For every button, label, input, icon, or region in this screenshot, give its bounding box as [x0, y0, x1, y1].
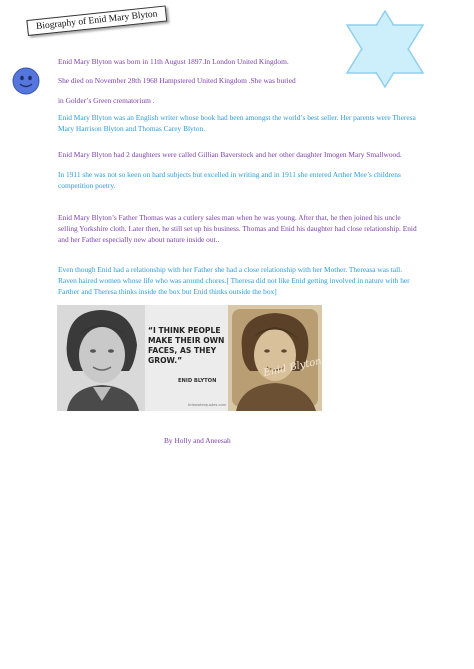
burial-paragraph: in Golder’s Green crematorium .: [58, 96, 155, 105]
image-watermark: tidewaterquotes.com: [188, 403, 227, 407]
school-paragraph: In 1911 she was not so keen on hard subjects but excelled in writing and in 1911 she entered Arther Mee’s childrens competition poetry.: [58, 170, 401, 190]
birth-paragraph: Enid Mary Blyton was born in 11th August 1897.In London United Kingdom.: [58, 57, 289, 66]
mother-paragraph: Even though Enid had a relationship with her Father she had a close relationship with her Mother. Thereasa was tall. Raven haired women whose life who was around chores.[ Theresa did not like Enid getting involved in nature with her Farther and Theresa thinks inside the box but Enid thinks outside the box]: [58, 265, 410, 296]
page-title: Biography of Enid Mary Blyton: [26, 5, 167, 36]
signature-overlay: Enid Blyton: [262, 355, 323, 380]
byline: By Holly and Aneesah: [164, 436, 231, 445]
father-paragraph: Enid Mary Blyton’s Father Thomas was a cutlery sales man when he was young. After that, he then joined his uncle selling Yorkshire cloth. Later then, he still set up his business. Thomas and Enid his daughter had close relationship. Enid and her Father especially new about nature inside out..: [58, 213, 417, 244]
quote-text: “I THINK PEOPLE MAKE THEIR OWN FACES, AS THEY GROW.”: [148, 326, 225, 365]
death-paragraph: She died on November 28th 1968 Hampstered United Kingdom .She was buried: [58, 76, 296, 85]
smiley-face-icon: [12, 67, 40, 95]
writer-paragraph: Enid Mary Blyton was an English writer whose book had been amongst the world’s best seller. Her parents were Theresa Mary Harrison Blyton and Thomas Carey Blyton.: [58, 113, 416, 133]
quote-author: ENID BLYTON: [178, 378, 217, 384]
daughters-paragraph: Enid Mary Blyton had 2 daughters were called Gillian Baverstock and her other daughter Imogen Mary Smallwood.: [58, 150, 402, 159]
